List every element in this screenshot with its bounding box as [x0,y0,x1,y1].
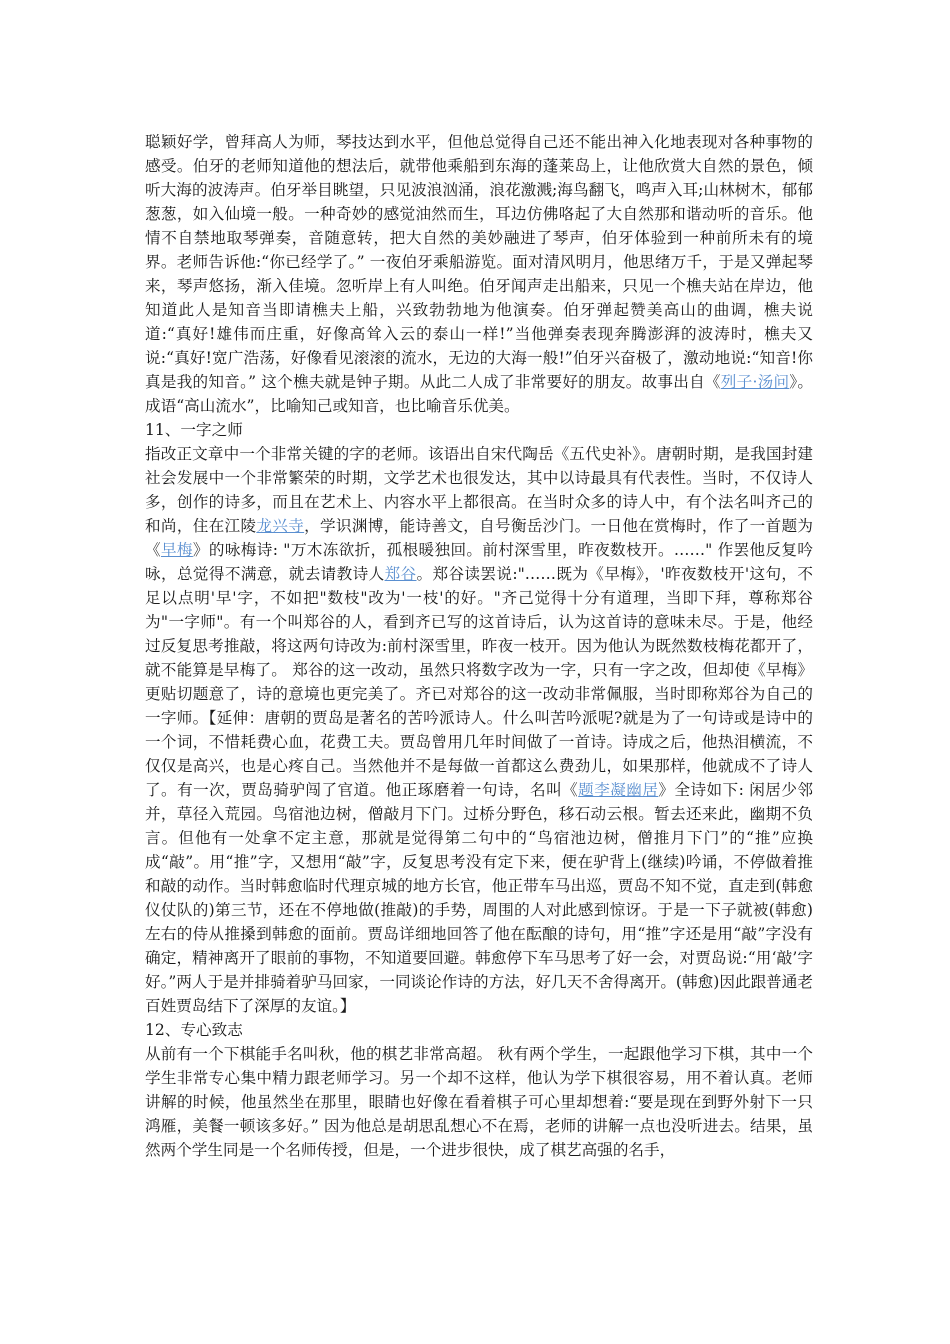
link-zheng-gu[interactable]: 郑谷 [384,565,417,583]
link-longxing-temple[interactable]: 龙兴寺 [256,517,305,535]
story-text: 》。成语“高山流水”，比喻知己或知音，也比喻音乐优美。 [145,373,813,415]
story-text: 聪颖好学，曾拜高人为师，琴技达到水平，但他总觉得自己还不能出神入化地表现对各种事物的感受。伯牙的老师知道他的想法后，就带他乘船到东海的蓬莱岛上，让他欣赏大自然的景色，倾听大海的波涛声。伯牙举目眺望，只见波浪汹涌，浪花激溅;海鸟翻飞，鸣声入耳;山林树木，郁郁葱葱，如入仙境一般。一种奇妙的感觉油然而生，耳边仿佛咯起了大自然那和谐动听的音乐。他情不自禁地取琴弹奏，音随意转，把大自然的美妙融进了琴声，伯牙体验到一种前所未有的境界。老师告诉他:“你已经学了。” 一夜伯牙乘船游览。面对清风明月，他思绪万千，于是又弹起琴来，琴声悠扬，渐入佳境。忽听岸上有人叫绝。伯牙闻声走出船来，只见一个樵夫站在岸边，他知道此人是知音当即请樵夫上船，兴致勃勃地为他演奏。伯牙弹起赞美高山的曲调，樵夫说道:“真好!雄伟而庄重，好像高耸入云的泰山一样!”当他弹奏表现奔腾澎湃的波涛时，樵夫又说:“真好!宽广浩荡，好像看见滚滚的流水，无边的大海一般!”伯牙兴奋极了，激动地说:“知音!你真是我的知音。” 这个樵夫就是钟子期。从此二人成了非常要好的朋友。故事出自《 [145,133,813,391]
story-yizi-zhishi [145,442,813,1018]
story-gaoshan-liushui [145,130,813,418]
document-page [145,130,813,1162]
story-text: 》的咏梅诗: "万木冻欲折，孤根暖独回。前村深雪里，昨夜数枝开。……" 作罢他反复吟咏，总觉得不满意，就去请教诗人 [145,541,813,583]
story-text: 》全诗如下: 闲居少邻并，草径入荒园。鸟宿池边树，僧敲月下门。过桥分野色，移石动云根。暂去还来此，幽期不负言。但他有一处拿不定主意，那就是觉得第二句中的“鸟宿池边树，僧推月下门”的“推”应换成“敲”。用“推”字，又想用“敲”字，反复思考没有定下来，便在驴背上(继续)吟诵，不停做着推和敲的动作。当时韩愈临时代理京城的地方长官，他正带车马出巡，贾岛不知不觉，直走到(韩愈仪仗队的)第三节，还在不停地做(推敲)的手势，周围的人对此感到惊讶。于是一下子就被(韩愈)左右的侍从推搡到韩愈的面前。贾岛详细地回答了他在酝酿的诗句，用“推”字还是用“敲”字没有确定，精神离开了眼前的事物，不知道要回避。韩愈停下车马思考了好一会，对贾岛说:“用‘敲’字好。”两人于是并排骑着驴马回家，一同谈论作诗的方法，好几天不舍得离开。(韩愈)因此跟普通老百姓贾岛结下了深厚的友谊。】 [145,781,813,1015]
story-text: 指改正文章中一个非常关键的字的老师。该语出自宋代陶岳《五代史补》。唐朝时期，是我国封建社会发展中一个非常繁荣的时期，文学艺术也很发达，其中以诗最具有代表性。当时，不仅诗人多，创作的诗多，而且在艺术上、内容水平上都很高。在当时众多的诗人中，有个法名叫齐己的和尚，住在江陵 [145,445,813,535]
story-text: 。郑谷读罢说:"……既为《早梅》，'昨夜数枝开'这句，不足以点明'早'字，不如把"数枝"改为'一枝'的好。"齐己觉得十分有道理，当即下拜，尊称郑谷为"一字师"。有一个叫郑谷的人，看到齐已写的这首诗后，认为这首诗的意味未尽。于是，他经过反复思考推敲，将这两句诗改为:前村深雪里，昨夜一枝开。因为他认为既然数枝梅花都开了，就不能算是早梅了。 郑谷的这一改动，虽然只将数字改为一字，只有一字之改，但却使《早梅》更贴切题意了，诗的意境也更完美了。齐已对郑谷的这一改动非常佩服，当时即称郑谷为自己的一字师。【延伸：唐朝的贾岛是著名的苦吟派诗人。什么叫苦吟派呢?就是为了一句诗或是诗中的一个词，不惜耗费心血，花费工夫。贾岛曾用几年时间做了一首诗。诗成之后，他热泪横流，不仅仅是高兴，也是心疼自己。当然他并不是每做一首都这么费劲儿，如果那样，他就成不了诗人了。有一次，贾岛骑驴闯了官道。他正琢磨着一句诗，名叫《 [145,565,813,799]
story-text: ，学识渊博，能诗善文，自号衡岳沙门。一日他在赏梅时，作了一首题为《 [145,517,813,559]
link-zao-mei[interactable]: 早梅 [160,541,193,559]
story-zhuanxin-zhizhi: 从前有一个下棋能手名叫秋，他的棋艺非常高超。 秋有两个学生，一起跟他学习下棋，其中一个学生非常专心集中精力跟老师学习。另一个却不这样，他认为学下棋很容易，用不着认真。老师讲解的时候，他虽然坐在那里，眼睛也好像在看着棋子可心里却想着:“要是现在到野外射下一只鸿雁，美餐一顿该多好。” 因为他总是胡思乱想心不在焉，老师的讲解一点也没听进去。结果，虽然两个学生同是一个名师传授，但是，一个进步很快，成了棋艺高强的名手， [145,1045,813,1159]
section-heading-12: 12、专心致志 [145,1021,243,1039]
link-liezi-tangwen[interactable]: 列子·汤问 [720,373,790,391]
link-ti-li-ning-youju[interactable]: 题李凝幽居 [578,781,659,799]
section-heading-11: 11、一字之师 [145,421,243,439]
